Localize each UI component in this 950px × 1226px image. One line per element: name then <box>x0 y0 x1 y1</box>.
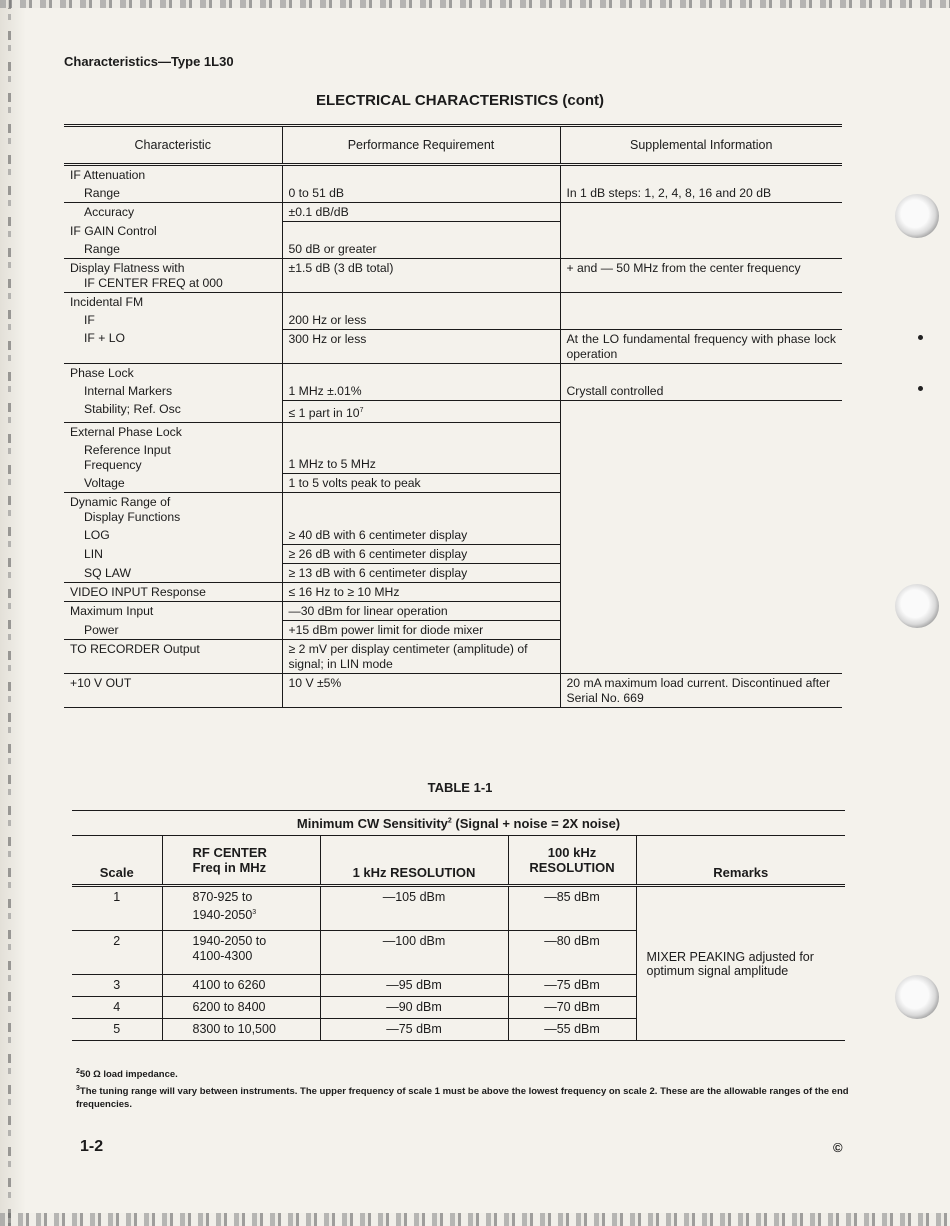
characteristic-cell: Phase Lock <box>70 365 134 380</box>
speck-dot <box>918 386 923 391</box>
performance-cell: ≥ 2 mV per display centimeter (amplitude) of signal; in LIN mode <box>282 640 560 674</box>
table-row <box>64 203 842 222</box>
supplemental-cell: + and — 50 MHz from the center frequency <box>560 258 842 292</box>
freq-cell: 4100 to 6260 <box>162 975 320 997</box>
freq-text: 1940-2050 <box>192 908 253 923</box>
table-row <box>64 184 842 203</box>
performance-cell: ≥ 40 dB with 6 centimeter display <box>282 526 560 545</box>
scale-cell: 1 <box>72 886 162 931</box>
footnote <box>76 1082 851 1111</box>
table-row <box>64 493 842 527</box>
freq-cell: 8300 to 10,500 <box>162 1019 320 1041</box>
characteristic-cell: Stability; Ref. Osc <box>64 400 282 422</box>
table-row <box>72 886 845 931</box>
characteristic-line: IF CENTER FREQ at 000 <box>84 275 223 290</box>
performance-cell: +15 dBm power limit for diode mixer <box>282 621 560 640</box>
performance-cell: 1 MHz to 5 MHz <box>282 441 560 474</box>
performance-cell: 300 Hz or less <box>282 329 560 363</box>
header-line: 100 kHz <box>547 845 597 860</box>
footnote-text: The tuning range will vary between instruments. The upper frequency of scale 1 must be above the lowest frequency on scale 2. These are the allowable ranges of the end frequencies. <box>76 1086 849 1111</box>
characteristic-cell: Accuracy <box>84 205 135 219</box>
column-header: Scale <box>72 836 162 886</box>
freq-cell <box>162 931 320 975</box>
supplemental-cell: In 1 dB steps: 1, 2, 4, 8, 16 and 20 dB <box>560 184 842 203</box>
performance-text: ≤ 1 part in 10 <box>288 405 360 420</box>
characteristic-cell: External Phase Lock <box>70 424 182 439</box>
table-row <box>64 545 842 564</box>
column-header: Supplemental Information <box>560 126 842 165</box>
table-row <box>64 474 842 493</box>
table-row <box>64 621 842 640</box>
characteristic-cell: IF GAIN Control <box>70 223 157 238</box>
performance-cell: 1 MHz ±.01% <box>282 382 560 401</box>
characteristic-line: Dynamic Range of <box>70 495 171 510</box>
supplemental-cell: Crystall controlled <box>560 382 842 401</box>
column-header: 1 kHz RESOLUTION <box>320 836 508 886</box>
table-row <box>64 526 842 545</box>
table-title: TABLE 1-1 <box>427 780 493 795</box>
characteristic-cell: IF <box>84 312 95 327</box>
resolution-1khz-cell: —90 dBm <box>320 997 508 1019</box>
sensitivity-table <box>72 810 845 1041</box>
characteristic-cell <box>64 441 282 474</box>
supplemental-cell: 20 mA maximum load current. Discontinued after Serial No. 669 <box>560 674 842 708</box>
resolution-100khz-cell: —75 dBm <box>508 975 636 997</box>
freq-line: 870-925 to <box>192 890 253 904</box>
table-row <box>64 165 842 185</box>
freq-line <box>193 905 314 923</box>
footnote-text: 50 Ω load impedance. <box>79 1069 178 1081</box>
performance-cell: ±0.1 dB/dB <box>282 203 560 222</box>
characteristic-cell: VIDEO INPUT Response <box>64 583 282 602</box>
caption-text: Minimum CW Sensitivity <box>296 815 448 831</box>
electrical-characteristics-table <box>64 124 842 708</box>
table-row <box>64 292 842 311</box>
footnote-marker: 2 <box>76 1068 80 1075</box>
header-line: RF CENTER <box>192 845 267 860</box>
performance-cell: ±1.5 dB (3 dB total) <box>282 258 560 292</box>
performance-cell: 200 Hz or less <box>282 311 560 330</box>
running-title: Characteristics—Type 1L30 <box>64 54 234 69</box>
characteristic-cell: Range <box>64 184 282 203</box>
punch-hole-icon <box>895 194 939 238</box>
remarks-cell: MIXER PEAKING adjusted for optimum signal amplitude <box>636 886 845 1041</box>
freq-line: 4100-4300 <box>192 949 253 963</box>
characteristic-cell: IF + LO <box>64 329 282 363</box>
column-header: Characteristic <box>64 126 282 165</box>
resolution-100khz-cell: —85 dBm <box>508 886 636 931</box>
footnote-ref: 2 <box>447 817 452 825</box>
scale-cell: 4 <box>72 997 162 1019</box>
characteristic-cell: SQ LAW <box>64 564 282 583</box>
performance-cell: ≥ 26 dB with 6 centimeter display <box>282 545 560 564</box>
caption-text: (Signal + noise = 2X noise) <box>451 815 621 831</box>
table-row <box>64 222 842 240</box>
characteristic-cell <box>64 493 282 527</box>
resolution-100khz-cell: —55 dBm <box>508 1019 636 1041</box>
table-row <box>64 674 842 708</box>
freq-cell <box>162 886 320 931</box>
performance-cell: 0 to 51 dB <box>282 184 560 203</box>
table-caption-row <box>72 811 845 836</box>
speck-dot <box>918 335 923 340</box>
resolution-1khz-cell: —75 dBm <box>320 1019 508 1041</box>
column-header: Remarks <box>636 836 845 886</box>
scan-binding-mark <box>8 0 11 1226</box>
characteristic-cell: Internal Markers <box>84 383 173 398</box>
page-number: 1-2 <box>80 1138 104 1155</box>
performance-cell <box>282 400 560 422</box>
footnote <box>76 1065 178 1081</box>
table-row <box>64 441 842 474</box>
table-row <box>64 422 842 441</box>
scan-top-edge <box>0 0 950 8</box>
table-row <box>64 329 842 363</box>
characteristic-line: Frequency <box>84 457 142 472</box>
table-row <box>64 382 842 401</box>
performance-cell: ≥ 13 dB with 6 centimeter display <box>282 564 560 583</box>
characteristic-cell: Range <box>64 240 282 259</box>
resolution-1khz-cell: —100 dBm <box>320 931 508 975</box>
punch-hole-icon <box>895 584 939 628</box>
scale-cell: 5 <box>72 1019 162 1041</box>
table-header-row <box>64 126 842 165</box>
header-line: RESOLUTION <box>529 860 615 875</box>
performance-cell: 10 V ±5% <box>282 674 560 708</box>
resolution-100khz-cell: —70 dBm <box>508 997 636 1019</box>
table-caption <box>72 811 845 836</box>
table-row <box>64 564 842 583</box>
footnote-marker: 3 <box>76 1085 80 1092</box>
table-row <box>64 258 842 292</box>
column-header: Performance Requirement <box>282 126 560 165</box>
performance-cell: 1 to 5 volts peak to peak <box>282 474 560 493</box>
copyright-mark: © <box>833 1140 843 1155</box>
punch-hole-icon <box>895 975 939 1019</box>
performance-cell: ≤ 16 Hz to ≥ 10 MHz <box>282 583 560 602</box>
characteristic-cell: TO RECORDER Output <box>64 640 282 674</box>
section-title: ELECTRICAL CHARACTERISTICS (cont) <box>315 92 605 109</box>
characteristic-line: Reference Input <box>84 442 171 457</box>
characteristic-cell: LOG <box>84 528 110 543</box>
freq-cell: 6200 to 8400 <box>162 997 320 1019</box>
scale-cell: 2 <box>72 931 162 975</box>
table-row <box>64 240 842 259</box>
scan-left-edge <box>0 0 26 1226</box>
characteristic-cell: LIN <box>84 546 103 561</box>
supplemental-cell: At the LO fundamental frequency with phase lock operation <box>560 329 842 363</box>
characteristic-cell: IF Attenuation <box>70 168 146 182</box>
scan-bottom-edge <box>0 1213 950 1226</box>
scale-cell: 3 <box>72 975 162 997</box>
table-row <box>64 400 842 422</box>
characteristic-cell <box>64 258 282 292</box>
performance-cell: 50 dB or greater <box>282 240 560 259</box>
footnote-ref: 3 <box>252 909 257 916</box>
exponent: 7 <box>359 406 364 414</box>
performance-cell: —30 dBm for linear operation <box>282 602 560 621</box>
characteristic-cell: Incidental FM <box>70 294 144 309</box>
table-header-row <box>72 836 845 886</box>
characteristic-cell: Voltage <box>64 474 282 493</box>
characteristic-line: Display Functions <box>84 510 181 525</box>
characteristic-cell: Power <box>64 621 282 640</box>
characteristic-cell: +10 V OUT <box>64 674 282 708</box>
header-line: Freq in MHz <box>192 860 267 875</box>
table-row <box>64 311 842 330</box>
table-row <box>64 602 842 621</box>
characteristic-line: Display Flatness with <box>70 260 185 275</box>
freq-line: 1940-2050 to <box>192 934 267 948</box>
table-row <box>64 640 842 674</box>
table-row <box>64 583 842 602</box>
column-header <box>508 836 636 886</box>
column-header <box>162 836 320 886</box>
resolution-1khz-cell: —105 dBm <box>320 886 508 931</box>
resolution-100khz-cell: —80 dBm <box>508 931 636 975</box>
table-row <box>64 363 842 382</box>
resolution-1khz-cell: —95 dBm <box>320 975 508 997</box>
characteristic-cell: Maximum Input <box>70 604 154 619</box>
